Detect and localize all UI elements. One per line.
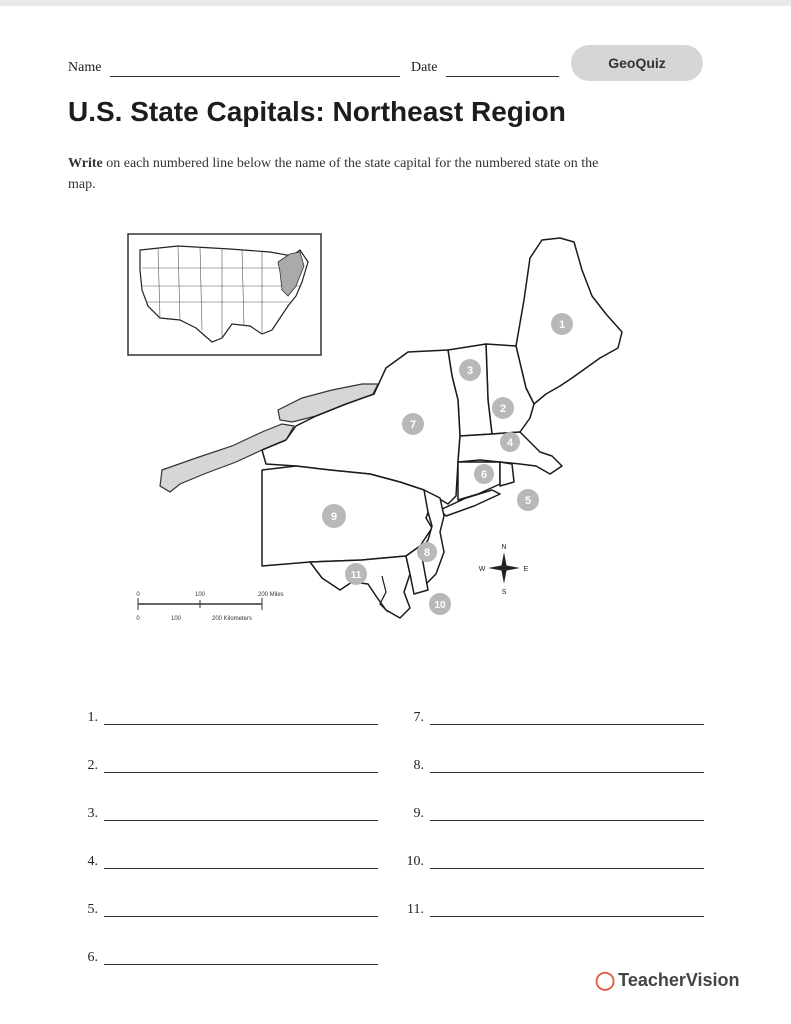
marker-label-11: 11 <box>350 570 362 581</box>
marker-label-8: 8 <box>423 547 431 559</box>
instructions-text: on each numbered line below the name of the state capital for the numbered state on the map. <box>68 156 599 192</box>
answer-number: 6. <box>87 950 98 965</box>
scale-miles-0: 0 <box>136 592 140 598</box>
answer-number: 10. <box>406 854 424 869</box>
compass-n: N <box>501 544 507 551</box>
name-label: Name <box>68 60 102 75</box>
answer-line <box>104 964 378 965</box>
marker-label-7: 7 <box>409 419 417 431</box>
answer-number: 4. <box>87 854 98 869</box>
answer-line <box>430 820 704 821</box>
answer-number: 8. <box>413 758 424 773</box>
scale-km-200: 200 Kilometers <box>212 616 253 622</box>
answer-line <box>104 820 378 821</box>
scale-km-100: 100 <box>170 616 182 622</box>
compass-w: W <box>478 566 486 573</box>
answer-line <box>430 724 704 725</box>
date-label: Date <box>411 60 438 75</box>
answer-number: 11. <box>407 902 424 917</box>
teachervision-logo <box>595 970 740 991</box>
apple-icon: ◯ <box>595 970 616 990</box>
marker-label-4: 4 <box>506 437 514 449</box>
answer-line <box>104 724 378 725</box>
answer-number: 1. <box>87 710 98 725</box>
scale-miles-200: 200 Miles <box>258 592 284 598</box>
answer-number: 9. <box>413 806 424 821</box>
marker-label-9: 9 <box>330 511 338 523</box>
marker-label-1: 1 <box>558 319 566 331</box>
marker-label-10: 10 <box>434 600 446 611</box>
answer-line <box>104 916 378 917</box>
compass-s: S <box>501 589 507 596</box>
marker-label-6: 6 <box>480 469 488 481</box>
instructions-bold: Write <box>68 156 103 171</box>
answer-line <box>430 772 704 773</box>
marker-label-5: 5 <box>524 495 532 507</box>
answer-line <box>104 772 378 773</box>
answer-number: 2. <box>87 758 98 773</box>
answer-number: 7. <box>413 710 424 725</box>
page-title: U.S. State Capitals: Northeast Region <box>68 96 566 127</box>
brand-name: TeacherVision <box>618 970 740 990</box>
scale-miles-100: 100 <box>194 592 206 598</box>
answer-line <box>430 868 704 869</box>
marker-label-2: 2 <box>499 403 507 415</box>
answer-number: 3. <box>87 806 98 821</box>
scale-km-0: 0 <box>136 616 140 622</box>
marker-label-3: 3 <box>466 365 474 377</box>
answer-line <box>430 916 704 917</box>
geoquiz-badge: GeoQuiz <box>571 45 703 81</box>
compass-e: E <box>523 566 529 573</box>
answer-line <box>104 868 378 869</box>
answer-number: 5. <box>87 902 98 917</box>
